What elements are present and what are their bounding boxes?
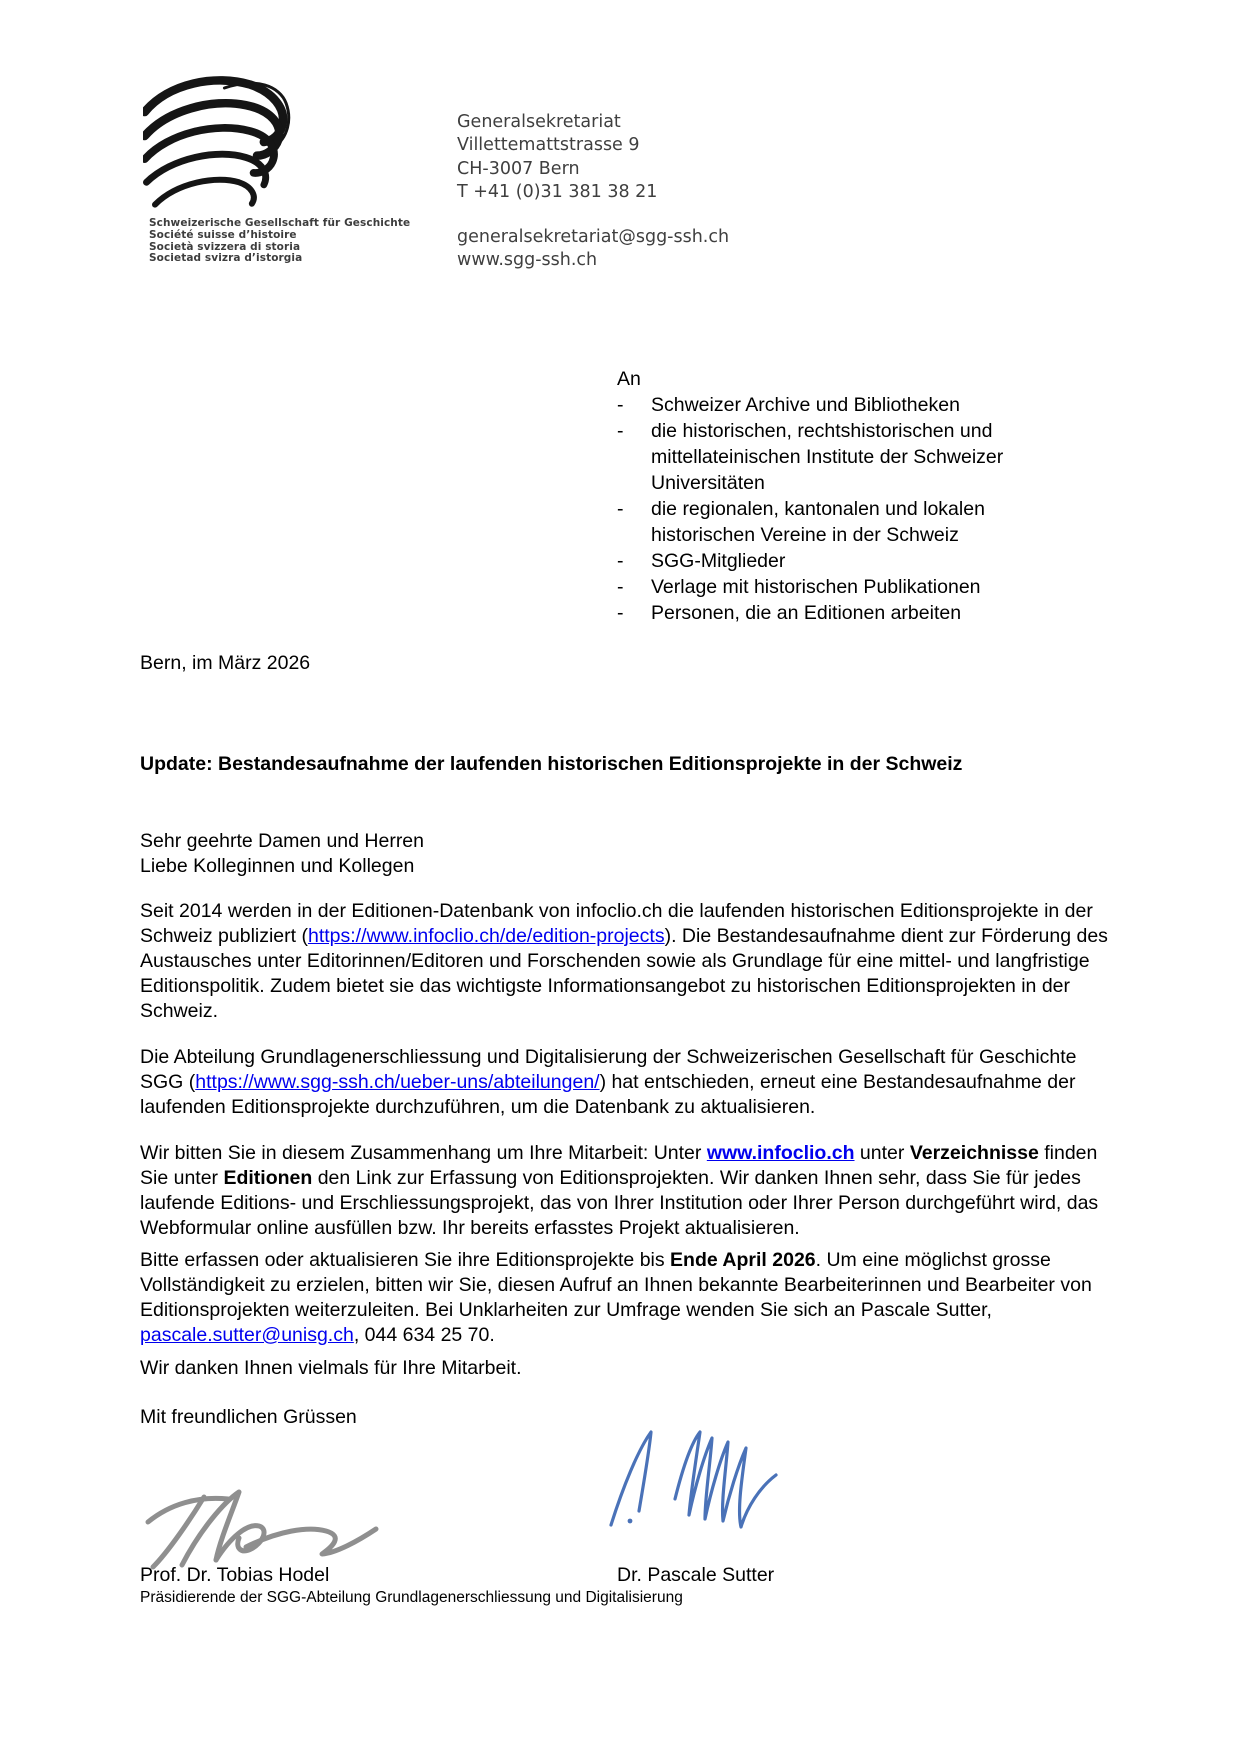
salutation: [140, 829, 1120, 879]
text-run: unter: [854, 1142, 910, 1164]
recipient-text: Verlage mit historischen Publikationen: [651, 576, 981, 598]
sgg-logo-swirl-icon: [143, 74, 293, 210]
recipient-block: [617, 366, 1041, 626]
recipient-item: [617, 574, 1041, 600]
recipient-item: [617, 392, 1041, 418]
signer-name-right: Dr. Pascale Sutter: [617, 1564, 775, 1586]
dash-bullet: -: [617, 602, 624, 624]
org-name-line: Società svizzera di storia: [149, 240, 301, 253]
dash-bullet: -: [617, 498, 624, 520]
text-run: den Link zur Erfassung von Editionsprojekten. Wir danken Ihnen sehr, dass Sie für jedes laufende Editions- und Erschliessungsprojekt, das von Ihrer Institution oder Ihrer Person durchgeführt wird, das Webformular online ausfüllen bzw. Ihr bereits erfasstes Projekt aktualisieren.: [140, 1167, 1099, 1239]
recipient-item: [617, 548, 1041, 574]
text-run: Seit 2014 werden in der Editionen-Datenbank von infoclio.ch die laufenden historischen Editionsprojekte in der Schweiz publiziert (: [140, 900, 1093, 947]
recipient-item: [617, 496, 1041, 548]
recipient-text: SGG-Mitglieder: [651, 550, 786, 572]
contact-block: [457, 111, 657, 205]
text-run: ). Die Bestandesaufnahme dient zur Förderung des Austausches unter Editorinnen/Editoren und Forschenden sowie als Grundlage für eine mittel- und langfristige Editionspolitik. Zudem bietet sie das wichtigste Informationsangebot zu historischen Editionsprojekten in der Schweiz.: [140, 925, 1108, 1022]
text-run: Ende April 2026: [670, 1249, 816, 1271]
dash-bullet: -: [617, 420, 624, 442]
contact-website: www.sgg-ssh.ch: [457, 250, 598, 271]
signer-role: Präsidierende der SGG-Abteilung Grundlagenerschliessung und Digitalisierung: [140, 1589, 683, 1606]
recipient-text: Schweizer Archive und Bibliotheken: [651, 394, 960, 416]
text-run: finden Sie unter: [140, 1142, 1098, 1189]
recipient-text: die regionalen, kantonalen und lokalen historischen Vereine in der Schweiz: [651, 498, 985, 546]
paragraph: [140, 899, 1120, 1024]
org-name-line: Schweizerische Gesellschaft für Geschichte: [149, 217, 411, 229]
hyperlink[interactable]: https://www.sgg-ssh.ch/ueber-uns/abteilungen/: [195, 1071, 600, 1093]
contact-line: T +41 (0)31 381 38 21: [457, 182, 658, 203]
recipient-item: [617, 600, 1041, 626]
dash-bullet: -: [617, 550, 624, 572]
org-names: [149, 218, 410, 265]
dash-bullet: -: [617, 394, 624, 416]
signature-pascale-sutter-image: [583, 1425, 798, 1537]
signature-tobias-hodel-image: [140, 1468, 395, 1570]
hyperlink[interactable]: https://www.infoclio.ch/de/edition-projects: [307, 925, 665, 947]
text-run: . Um eine möglichst grosse Vollständigkeit zu erzielen, bitten wir Sie, diesen Aufruf an Ihnen bekannte Bearbeiterinnen und Bearbeiter von Editionsprojekten weiterzuleiten. Bei Unklarheiten zur Umfrage wenden Sie sich an Pascale Sutter,: [140, 1249, 1092, 1321]
paragraph: [140, 1045, 1120, 1120]
contact-line: Generalsekretariat: [457, 112, 621, 132]
contact-online-block: [457, 226, 729, 273]
text-run: Die Abteilung Grundlagenerschliessung und Digitalisierung der Schweizerischen Gesellschaft für Geschichte SGG (: [140, 1046, 1077, 1093]
salutation-line: Sehr geehrte Damen und Herren: [140, 830, 424, 852]
hyperlink[interactable]: pascale.sutter@unisg.ch: [140, 1324, 354, 1346]
contact-line: Villettemattstrasse 9: [457, 135, 640, 156]
contact-email: generalsekretariat@sgg-ssh.ch: [457, 227, 730, 247]
dash-bullet: -: [617, 576, 624, 598]
closing-line: Mit freundlichen Grüssen: [140, 1406, 357, 1428]
paragraph: [140, 1248, 1120, 1348]
subject-line: Update: Bestandesaufnahme der laufenden historischen Editionsprojekte in der Schweiz: [140, 753, 963, 775]
text-run: Editionen: [223, 1167, 313, 1189]
text-run: , 044 634 25 70.: [353, 1324, 495, 1346]
recipient-text: Personen, die an Editionen arbeiten: [651, 602, 962, 624]
date-line: Bern, im März 2026: [140, 652, 311, 674]
hyperlink[interactable]: www.infoclio.ch: [706, 1142, 855, 1164]
paragraph: [140, 1141, 1120, 1241]
salutation-line: Liebe Kolleginnen und Kollegen: [140, 855, 415, 877]
text-run: ) hat entschieden, erneut eine Bestandesaufnahme der laufenden Editionsprojekte durchzuführen, um die Datenbank zu aktualisieren.: [140, 1071, 1076, 1118]
org-name-line: Société suisse d’histoire: [149, 228, 297, 241]
text-run: Wir bitten Sie in diesem Zusammenhang um Ihre Mitarbeit: Unter: [140, 1142, 707, 1164]
text-run: Bitte erfassen oder aktualisieren Sie ihre Editionsprojekte bis: [140, 1249, 671, 1271]
text-run: Verzeichnisse: [909, 1142, 1039, 1164]
thanks-line: Wir danken Ihnen vielmals für Ihre Mitarbeit.: [140, 1357, 522, 1379]
recipient-text: die historischen, rechtshistorischen und mittellateinischen Institute der Schweizer Universitäten: [651, 420, 1004, 494]
recipient-item: [617, 418, 1041, 496]
contact-line: CH-3007 Bern: [457, 158, 580, 179]
recipient-label: An: [617, 368, 641, 390]
signer-name-left: Prof. Dr. Tobias Hodel: [140, 1564, 330, 1586]
org-name-line: Societad svizra d’istorgia: [149, 252, 303, 265]
